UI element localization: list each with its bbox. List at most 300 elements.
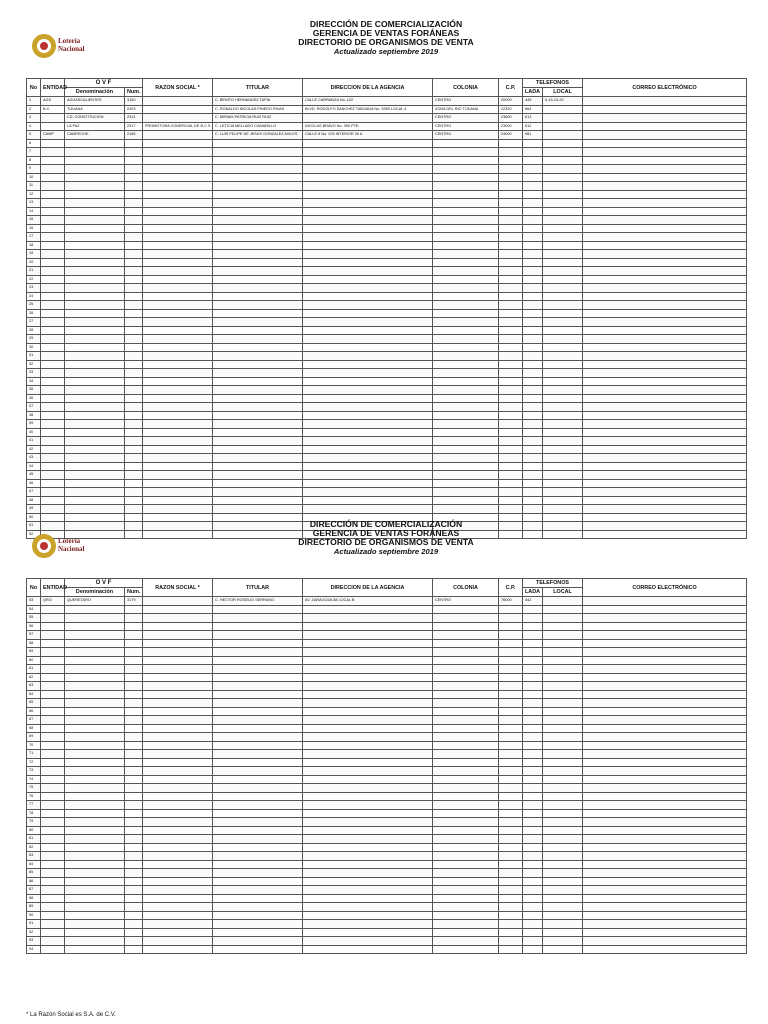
cell-entidad [41,462,65,471]
cell-razon-social [143,682,213,691]
cell-correo[interactable] [583,284,747,293]
cell-colonia [433,809,499,818]
cell-denominacion [65,369,125,378]
cell-entidad [41,937,65,946]
cell-cp [499,284,523,293]
cell-correo[interactable] [583,673,747,682]
cell-no: 10 [27,173,41,182]
cell-correo[interactable] [583,758,747,767]
cell-titular [213,843,303,852]
cell-no: 19 [27,250,41,259]
cell-correo[interactable] [583,199,747,208]
cell-correo[interactable] [583,377,747,386]
cell-colonia [433,505,499,514]
cell-correo[interactable] [583,369,747,378]
cell-correo[interactable] [583,818,747,827]
cell-cp [499,792,523,801]
cell-titular [213,335,303,344]
cell-colonia [433,241,499,250]
cell-direccion [303,775,433,784]
cell-razon-social [143,648,213,657]
cell-correo[interactable] [583,428,747,437]
cell-no: 42 [27,445,41,454]
cell-no: 17 [27,233,41,242]
cell-num [125,903,143,912]
cell-lada [523,903,543,912]
cell-correo[interactable] [583,767,747,776]
cell-denominacion [65,326,125,335]
cell-entidad [41,614,65,623]
cell-correo[interactable] [583,437,747,446]
cell-correo[interactable] [583,937,747,946]
cell-correo[interactable] [583,784,747,793]
cell-no: 81 [27,835,41,844]
cell-local [543,911,583,920]
cell-correo[interactable] [583,156,747,165]
cell-correo[interactable] [583,165,747,174]
cell-colonia [433,699,499,708]
cell-titular [213,250,303,259]
cell-cp [499,818,523,827]
cell-direccion [303,114,433,123]
cell-correo[interactable] [583,835,747,844]
cell-local [543,801,583,810]
cell-correo[interactable] [583,250,747,259]
cell-correo[interactable] [583,403,747,412]
cell-razon-social [143,335,213,344]
cell-denominacion [65,733,125,742]
cell-correo[interactable] [583,911,747,920]
cell-correo[interactable] [583,445,747,454]
table-row [27,173,747,182]
cell-razon-social [143,292,213,301]
cell-local [543,622,583,631]
cell-correo[interactable] [583,843,747,852]
cell-entidad [41,784,65,793]
cell-correo[interactable] [583,335,747,344]
cell-titular [213,267,303,276]
cell-num [125,216,143,225]
cell-correo[interactable] [583,454,747,463]
cell-correo[interactable] [583,148,747,157]
col-titular: TITULAR [213,79,303,97]
cell-no: 1 [27,97,41,106]
cell-correo[interactable] [583,690,747,699]
cell-titular [213,462,303,471]
cell-local [543,818,583,827]
table-row [27,945,747,954]
cell-correo[interactable] [583,267,747,276]
cell-correo[interactable] [583,505,747,514]
cell-titular [213,488,303,497]
cell-local [543,673,583,682]
cell-denominacion [65,284,125,293]
cell-entidad [41,318,65,327]
cell-correo[interactable] [583,301,747,310]
cell-entidad [41,292,65,301]
cell-titular [213,835,303,844]
cell-correo[interactable] [583,716,747,725]
cell-num [125,614,143,623]
cell-lada [523,233,543,242]
col-colonia: COLONIA [433,579,499,597]
cell-razon-social [143,750,213,759]
cell-razon-social [143,937,213,946]
cell-razon-social [143,597,213,606]
cell-entidad [41,665,65,674]
table-row [27,741,747,750]
cell-razon-social [143,860,213,869]
cell-razon-social [143,284,213,293]
table-row [27,199,747,208]
cell-titular [213,156,303,165]
cell-direccion [303,258,433,267]
cell-entidad [41,741,65,750]
cell-colonia [433,326,499,335]
table-row [27,614,747,623]
cell-direccion: CALLE CARRANZA No. 102 [303,97,433,106]
cell-num [125,792,143,801]
cell-denominacion [65,886,125,895]
cell-no: 91 [27,920,41,929]
cell-cp [499,437,523,446]
cell-direccion [303,369,433,378]
cell-no: 32 [27,360,41,369]
cell-cp [499,505,523,514]
cell-local [543,156,583,165]
svg-text:Lotería: Lotería [58,37,81,45]
cell-entidad [41,190,65,199]
cell-titular [213,292,303,301]
cell-entidad [41,707,65,716]
cell-denominacion [65,148,125,157]
cell-correo[interactable] [583,622,747,631]
cell-razon-social [143,631,213,640]
cell-correo[interactable] [583,945,747,954]
cell-no: 61 [27,665,41,674]
cell-correo[interactable] [583,131,747,140]
cell-correo[interactable] [583,639,747,648]
table-row [27,716,747,725]
col-entidad: ENTIDAD [41,579,65,597]
col-direccion: DIRECCION DE LA AGENCIA [303,579,433,597]
cell-correo[interactable] [583,258,747,267]
cell-direccion [303,852,433,861]
cell-denominacion [65,656,125,665]
cell-no: 54 [27,605,41,614]
table-row [27,775,747,784]
cell-num [125,505,143,514]
cell-correo[interactable] [583,479,747,488]
cell-num [125,699,143,708]
cell-colonia [433,818,499,827]
cell-colonia [433,471,499,480]
cell-titular [213,241,303,250]
cell-cp: 22320 [499,105,523,114]
cell-num [125,750,143,759]
cell-correo[interactable] [583,656,747,665]
cell-correo[interactable] [583,207,747,216]
title-line-2: GERENCIA DE VENTAS FORÁNEAS [312,28,460,38]
cell-cp [499,224,523,233]
cell-correo[interactable] [583,860,747,869]
cell-num [125,352,143,361]
cell-lada [523,869,543,878]
document-titles [26,520,746,556]
cell-no: 48 [27,496,41,505]
cell-direccion [303,750,433,759]
cell-correo[interactable] [583,114,747,123]
cell-cp [499,250,523,259]
title-line-1: DIRECCIÓN DE COMERCIALIZACIÓN [309,519,463,529]
cell-correo[interactable] [583,707,747,716]
cell-entidad [41,886,65,895]
cell-cp [499,326,523,335]
cell-local [543,597,583,606]
col-lada: LADA [523,88,543,97]
table-row [27,631,747,640]
col-no: No [27,79,41,97]
cell-razon-social [143,784,213,793]
cell-denominacion: QUERETARO [65,597,125,606]
cell-correo[interactable] [583,809,747,818]
cell-denominacion [65,420,125,429]
cell-correo[interactable] [583,886,747,895]
cell-correo[interactable] [583,216,747,225]
cell-correo[interactable] [583,292,747,301]
cell-direccion [303,224,433,233]
cell-colonia: CENTRO [433,597,499,606]
cell-correo[interactable] [583,741,747,750]
cell-correo[interactable] [583,869,747,878]
cell-direccion [303,352,433,361]
cell-correo[interactable] [583,97,747,106]
cell-colonia: ZONA DEL RIO TIJUANA [433,105,499,114]
cell-local [543,428,583,437]
cell-correo[interactable] [583,775,747,784]
cell-correo[interactable] [583,139,747,148]
cell-correo[interactable] [583,122,747,131]
cell-local [543,792,583,801]
cell-cp [499,945,523,954]
cell-correo[interactable] [583,309,747,318]
cell-denominacion [65,605,125,614]
cell-entidad [41,631,65,640]
cell-entidad [41,479,65,488]
cell-cp [499,758,523,767]
cell-denominacion [65,199,125,208]
cell-direccion [303,437,433,446]
cell-no: 46 [27,479,41,488]
cell-correo[interactable] [583,631,747,640]
cell-local [543,292,583,301]
cell-titular: C. MIRIAM PATRICIA RUIZ RUIZ [213,114,303,123]
cell-cp [499,784,523,793]
cell-local [543,479,583,488]
cell-correo[interactable] [583,724,747,733]
cell-colonia [433,428,499,437]
cell-razon-social: PROMOTORA COMERCIAL DE B.C.S. [143,122,213,131]
cell-correo[interactable] [583,792,747,801]
cell-correo[interactable] [583,190,747,199]
cell-denominacion [65,860,125,869]
cell-correo[interactable] [583,471,747,480]
cell-correo[interactable] [583,326,747,335]
cell-lada [523,377,543,386]
cell-direccion [303,488,433,497]
cell-local [543,437,583,446]
cell-correo[interactable] [583,682,747,691]
cell-local [543,826,583,835]
svg-text:Nacional: Nacional [58,45,85,53]
svg-text:Lotería: Lotería [58,537,81,545]
cell-lada [523,386,543,395]
cell-local [543,869,583,878]
table-row [27,733,747,742]
table-row [27,886,747,895]
cell-direccion [303,309,433,318]
cell-lada [523,258,543,267]
cell-razon-social [143,114,213,123]
cell-correo[interactable] [583,648,747,657]
cell-correo[interactable] [583,352,747,361]
cell-lada: 449 [523,97,543,106]
cell-correo[interactable] [583,318,747,327]
cell-correo[interactable] [583,699,747,708]
cell-colonia [433,869,499,878]
cell-correo[interactable] [583,462,747,471]
cell-local [543,275,583,284]
cell-razon-social [143,428,213,437]
cell-correo[interactable] [583,343,747,352]
table-row [27,622,747,631]
cell-correo[interactable] [583,903,747,912]
cell-correo[interactable] [583,496,747,505]
cell-cp [499,386,523,395]
cell-correo[interactable] [583,182,747,191]
cell-razon-social [143,190,213,199]
cell-correo[interactable] [583,852,747,861]
table-row [27,818,747,827]
cell-razon-social [143,605,213,614]
cell-correo[interactable] [583,614,747,623]
cell-razon-social [143,496,213,505]
cell-lada [523,224,543,233]
cell-cp [499,241,523,250]
cell-cp [499,911,523,920]
cell-lada [523,784,543,793]
cell-correo[interactable] [583,733,747,742]
cell-num [125,673,143,682]
cell-entidad [41,224,65,233]
cell-titular [213,699,303,708]
cell-lada: 664 [523,105,543,114]
cell-num [125,894,143,903]
cell-no: 73 [27,767,41,776]
cell-entidad [41,241,65,250]
cell-denominacion [65,682,125,691]
cell-razon-social [143,156,213,165]
cell-correo[interactable] [583,386,747,395]
cell-direccion [303,156,433,165]
cell-correo[interactable] [583,241,747,250]
cell-titular [213,258,303,267]
cell-direccion [303,148,433,157]
cell-razon-social [143,801,213,810]
cell-denominacion [65,292,125,301]
table-row [27,326,747,335]
cell-correo[interactable] [583,394,747,403]
cell-correo[interactable] [583,488,747,497]
page-header [26,18,746,78]
cell-direccion [303,445,433,454]
cell-lada [523,750,543,759]
cell-no: 60 [27,656,41,665]
cell-correo[interactable] [583,224,747,233]
cell-correo[interactable] [583,877,747,886]
cell-correo[interactable] [583,275,747,284]
cell-num [125,403,143,412]
cell-correo[interactable] [583,801,747,810]
cell-lada [523,182,543,191]
cell-no: 13 [27,199,41,208]
table-row [27,801,747,810]
cell-correo[interactable] [583,894,747,903]
cell-correo[interactable] [583,750,747,759]
col-direccion: DIRECCION DE LA AGENCIA [303,79,433,97]
cell-correo[interactable] [583,928,747,937]
cell-titular [213,877,303,886]
cell-local [543,335,583,344]
cell-denominacion [65,394,125,403]
cell-titular [213,505,303,514]
cell-direccion [303,656,433,665]
cell-correo[interactable] [583,826,747,835]
cell-no: 8 [27,156,41,165]
cell-correo[interactable] [583,105,747,114]
cell-local [543,454,583,463]
cell-lada [523,411,543,420]
cell-titular: C. BENITO HERNANDEZ TAPIA [213,97,303,106]
cell-cp [499,369,523,378]
cell-no: 38 [27,411,41,420]
cell-correo[interactable] [583,233,747,242]
cell-cp [499,614,523,623]
cell-correo[interactable] [583,597,747,606]
cell-correo[interactable] [583,665,747,674]
cell-correo[interactable] [583,360,747,369]
cell-correo[interactable] [583,173,747,182]
cell-lada [523,716,543,725]
cell-no: 24 [27,292,41,301]
cell-local [543,920,583,929]
cell-titular [213,648,303,657]
cell-num [125,860,143,869]
cell-lada: 981 [523,131,543,140]
cell-lada [523,648,543,657]
cell-correo[interactable] [583,411,747,420]
cell-entidad [41,775,65,784]
cell-num [125,233,143,242]
cell-correo[interactable] [583,920,747,929]
cell-correo[interactable] [583,420,747,429]
cell-no: 23 [27,284,41,293]
cell-num [125,920,143,929]
cell-denominacion [65,665,125,674]
cell-colonia [433,199,499,208]
table-row [27,284,747,293]
cell-correo[interactable] [583,605,747,614]
